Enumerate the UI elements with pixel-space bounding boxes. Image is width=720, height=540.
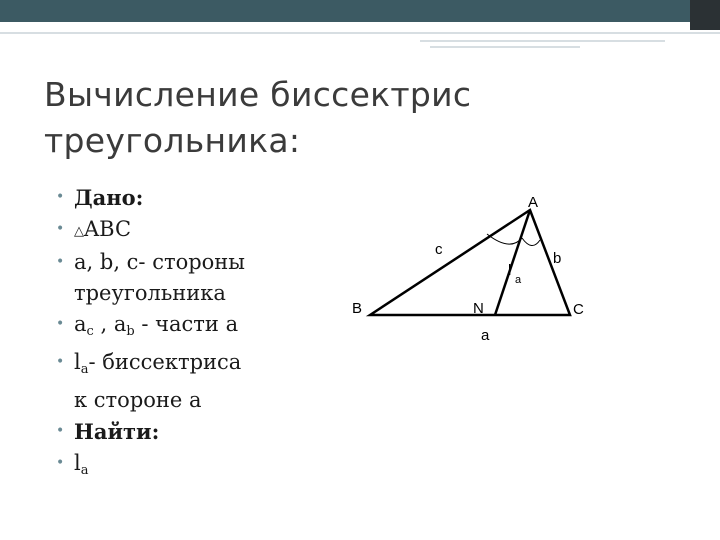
triangle-shape	[370, 210, 570, 315]
decor-line-1	[0, 32, 720, 34]
slide-title	[44, 72, 684, 164]
bis-rest: - биссектриса	[88, 350, 242, 374]
list-item-find	[56, 416, 245, 448]
triangle-figure	[340, 180, 600, 350]
bis-line-2: к стороне a	[74, 388, 202, 412]
bullet-list	[56, 182, 245, 486]
decor-line-2	[420, 40, 665, 42]
given-label: Дано:	[74, 185, 144, 210]
sides-text-1: a, b, c- стороны	[74, 250, 246, 274]
find-l: l	[74, 451, 81, 475]
point-n-label: N	[473, 300, 484, 317]
decor-line-3	[430, 46, 580, 48]
side-a-label: a	[481, 327, 490, 344]
vertex-c-label: C	[573, 301, 584, 318]
parts-a: a	[74, 312, 87, 336]
parts-c-sub: c	[86, 324, 94, 339]
side-b-label: b	[553, 250, 562, 267]
triangle-icon: △	[74, 224, 84, 239]
top-decor-bar	[0, 0, 720, 20]
sides-text-2: треугольника	[74, 281, 226, 305]
bisector-line	[495, 210, 530, 315]
list-item-given	[56, 182, 245, 214]
bis-l: l	[74, 350, 81, 374]
bullet-icon: •	[56, 455, 65, 471]
bullet-icon: •	[56, 189, 65, 205]
bullet-icon: •	[56, 254, 65, 270]
bullet-icon: •	[56, 221, 65, 237]
top-dark-corner	[690, 0, 720, 30]
list-item-find-value	[56, 448, 245, 486]
angle-arc-right	[522, 238, 540, 246]
list-item-triangle	[56, 214, 245, 247]
title-line-2: треугольника:	[44, 121, 301, 160]
triangle-name: ABC	[84, 217, 132, 241]
bisector-sub-label: a	[515, 274, 522, 286]
vertex-b-label: B	[352, 300, 363, 317]
bullet-icon: •	[56, 423, 65, 439]
parts-b-sub: b	[126, 324, 135, 339]
list-item-bisector	[56, 347, 245, 416]
bullet-icon: •	[56, 354, 65, 370]
bullet-icon: •	[56, 316, 65, 332]
find-sub: a	[80, 463, 89, 478]
parts-sep: , a	[93, 312, 127, 336]
top-teal-band	[0, 0, 690, 22]
title-line-1: Вычисление биссектрис	[44, 75, 472, 114]
list-item-sides	[56, 247, 245, 309]
list-item-parts	[56, 309, 245, 347]
find-label: Найти:	[74, 419, 160, 444]
bisector-l-label: l	[508, 262, 512, 279]
bis-sub: a	[80, 362, 89, 377]
vertex-a-label: A	[528, 194, 539, 211]
side-c-label: c	[435, 241, 443, 258]
parts-rest: - части a	[134, 312, 239, 336]
